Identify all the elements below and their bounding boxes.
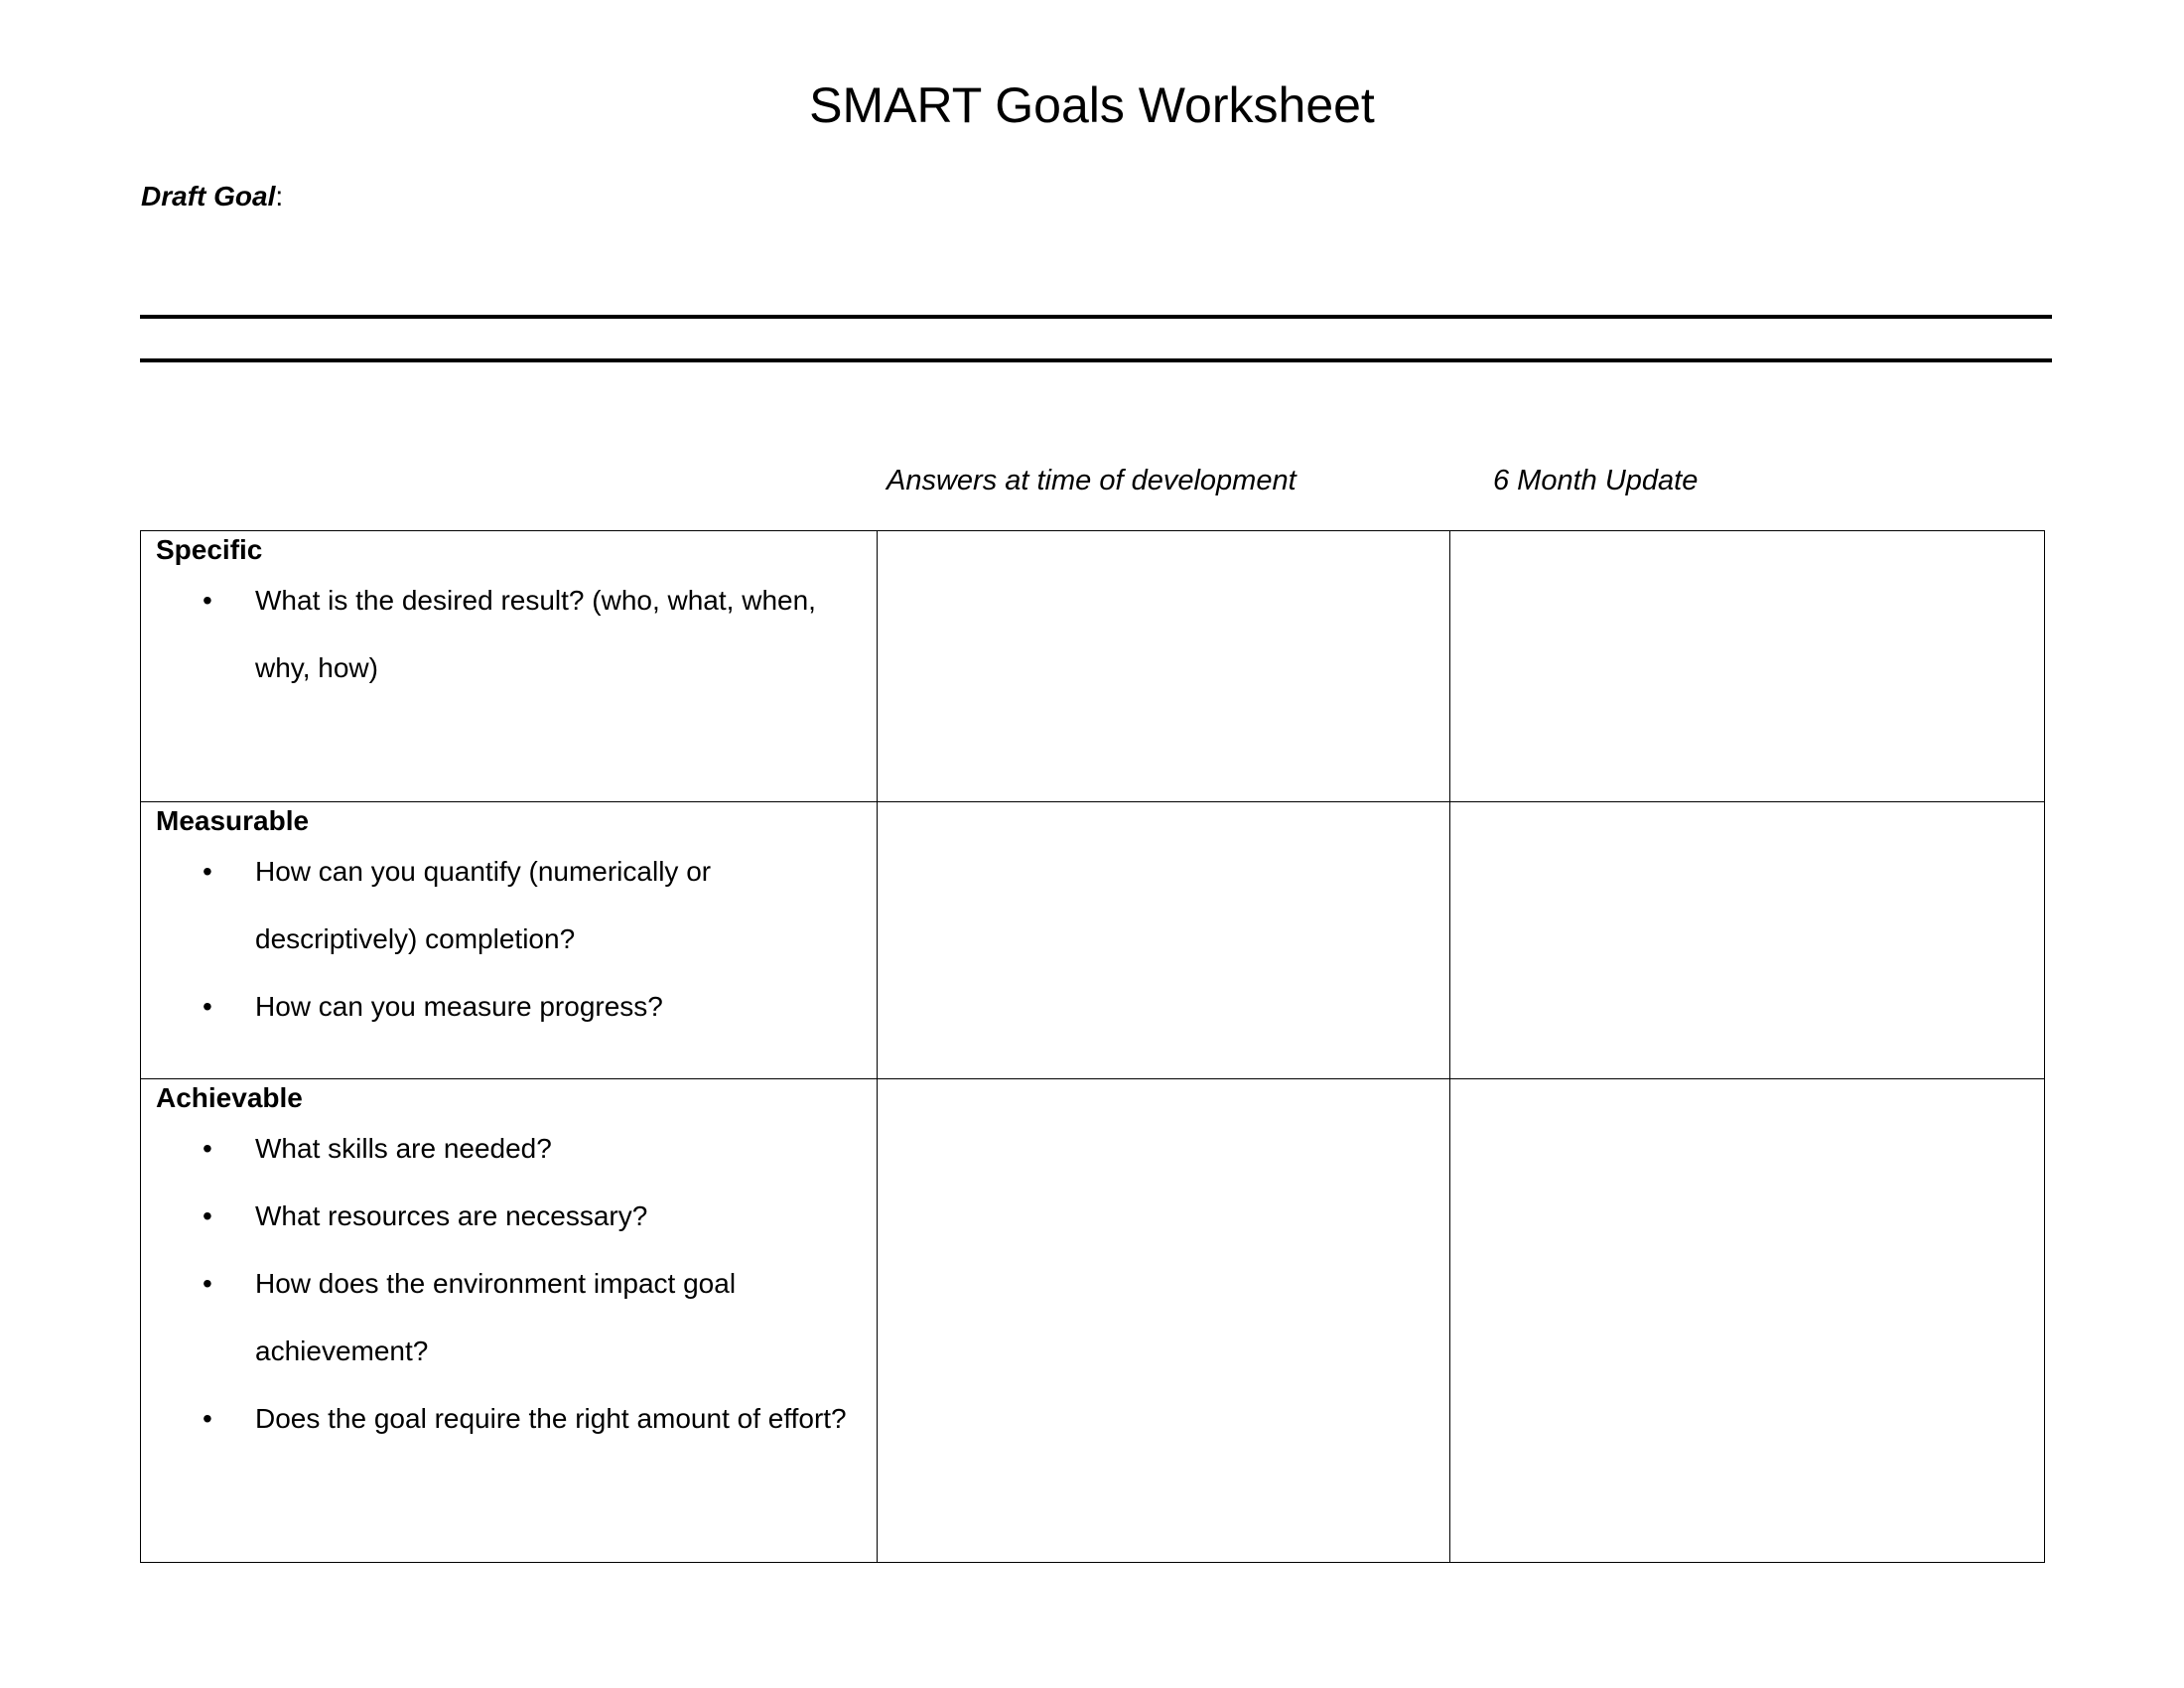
answer-cell-measurable[interactable]	[878, 802, 1450, 1079]
draft-goal-colon: :	[275, 181, 284, 211]
update-cell-measurable[interactable]	[1450, 802, 2045, 1079]
prompt-text: What is the desired result? (who, what, when, why, how)	[255, 585, 816, 683]
bullet-icon: •	[203, 1200, 212, 1231]
bullet-icon: •	[203, 1268, 212, 1299]
answer-cell-achievable[interactable]	[878, 1079, 1450, 1563]
table-row-achievable	[141, 1079, 2045, 1563]
prompt-item	[141, 973, 877, 1041]
update-cell-achievable[interactable]	[1450, 1079, 2045, 1563]
criterion-title-achievable: Achievable	[156, 1082, 303, 1113]
draft-goal-line-2[interactable]	[140, 358, 2052, 362]
criterion-cell-achievable	[141, 1079, 878, 1563]
bullet-icon: •	[203, 991, 212, 1022]
bullet-icon: •	[203, 585, 212, 616]
criterion-title-specific: Specific	[156, 534, 263, 565]
answer-cell-specific[interactable]	[878, 531, 1450, 802]
criterion-cell-measurable	[141, 802, 878, 1079]
bullet-icon: •	[203, 1133, 212, 1164]
prompt-item	[141, 1385, 877, 1453]
criterion-cell-specific	[141, 531, 878, 802]
prompt-item	[141, 1115, 877, 1183]
prompt-text: How can you quantify (numerically or descriptively) completion?	[255, 856, 712, 954]
criterion-title-measurable: Measurable	[156, 805, 310, 836]
prompt-list-achievable	[141, 1115, 877, 1453]
update-cell-specific[interactable]	[1450, 531, 2045, 802]
table-row-specific	[141, 531, 2045, 802]
draft-goal-line-1[interactable]	[140, 315, 2052, 319]
prompt-item	[141, 1250, 877, 1385]
table-row-measurable	[141, 802, 2045, 1079]
page-title: SMART Goals Worksheet	[809, 77, 1375, 133]
smart-goals-table	[140, 530, 2045, 1563]
column-header-update: 6 Month Update	[1493, 465, 1699, 496]
column-header-answers: Answers at time of development	[887, 465, 1297, 496]
prompt-item	[141, 567, 877, 702]
prompt-text: What skills are needed?	[255, 1133, 552, 1164]
draft-goal-label-text: Draft Goal	[141, 181, 276, 211]
prompt-list-measurable	[141, 838, 877, 1041]
draft-goal-label	[141, 179, 283, 214]
prompt-list-specific	[141, 567, 877, 702]
prompt-item	[141, 1183, 877, 1250]
prompt-text: How can you measure progress?	[255, 991, 663, 1022]
bullet-icon: •	[203, 1403, 212, 1434]
prompt-text: What resources are necessary?	[255, 1200, 648, 1231]
prompt-text: Does the goal require the right amount of effort?	[255, 1403, 847, 1434]
prompt-item	[141, 838, 877, 973]
bullet-icon: •	[203, 856, 212, 887]
prompt-text: How does the environment impact goal achievement?	[255, 1268, 737, 1366]
